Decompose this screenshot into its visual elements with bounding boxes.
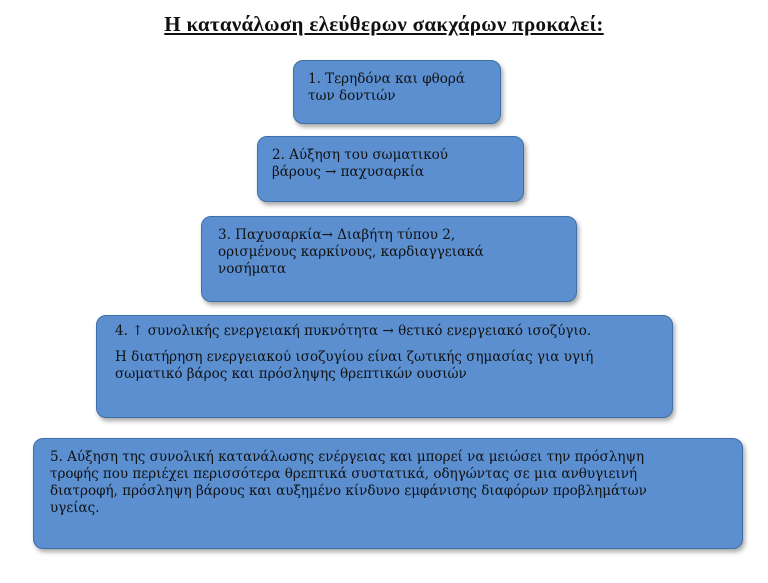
diagram-title: Η κατανάλωση ελεύθερων σακχάρων προκαλεί: <box>164 12 604 36</box>
box-line: των δοντιών <box>308 88 396 104</box>
box-line: 1. Τερηδόνα και φθορά <box>308 71 465 87</box>
box-line: ορισμένους καρκίνους, καρδιαγγειακά <box>218 244 484 260</box>
effect-box-5 <box>33 438 743 549</box>
box-line: νοσήματα <box>218 261 287 277</box>
box-line: σωματικό βάρος και πρόσληψης θρεπτικών ουσιών <box>115 366 467 382</box>
effect-box-3 <box>201 216 577 302</box>
box-line: 4. ↑ συνολικής ενεργειακή πυκνότητα → θετικό ενεργειακό ισοζύγιο. <box>115 323 592 339</box>
box-line: υγείας. <box>50 500 100 516</box>
box-line: Η διατήρηση ενεργειακού ισοζυγίου είναι ζωτικής σημασίας για υγιή <box>115 349 594 365</box>
box-line: τροφής που περιέχει περισσότερα θρεπτικά συστατικά, οδηγώντας σε μια ανθυγιεινή <box>50 466 638 482</box>
effect-box-1 <box>293 60 501 124</box>
box-line: διατροφή, πρόσληψη βάρους και αυξημένο κίνδυνο εμφάνισης διαφόρων προβλημάτων <box>50 483 647 499</box>
effect-box-2 <box>257 136 524 202</box>
box-line: 5. Αύξηση της συνολική κατανάλωσης ενέργειας και μπορεί να μειώσει την πρόσληψη <box>50 449 645 465</box>
box-line: 2. Αύξηση του σωματικού <box>272 147 448 163</box>
box-line: 3. Παχυσαρκία→ Διαβήτη τύπου 2, <box>218 227 456 243</box>
box-line: βάρους → παχυσαρκία <box>272 164 425 180</box>
effect-box-4 <box>96 315 673 418</box>
